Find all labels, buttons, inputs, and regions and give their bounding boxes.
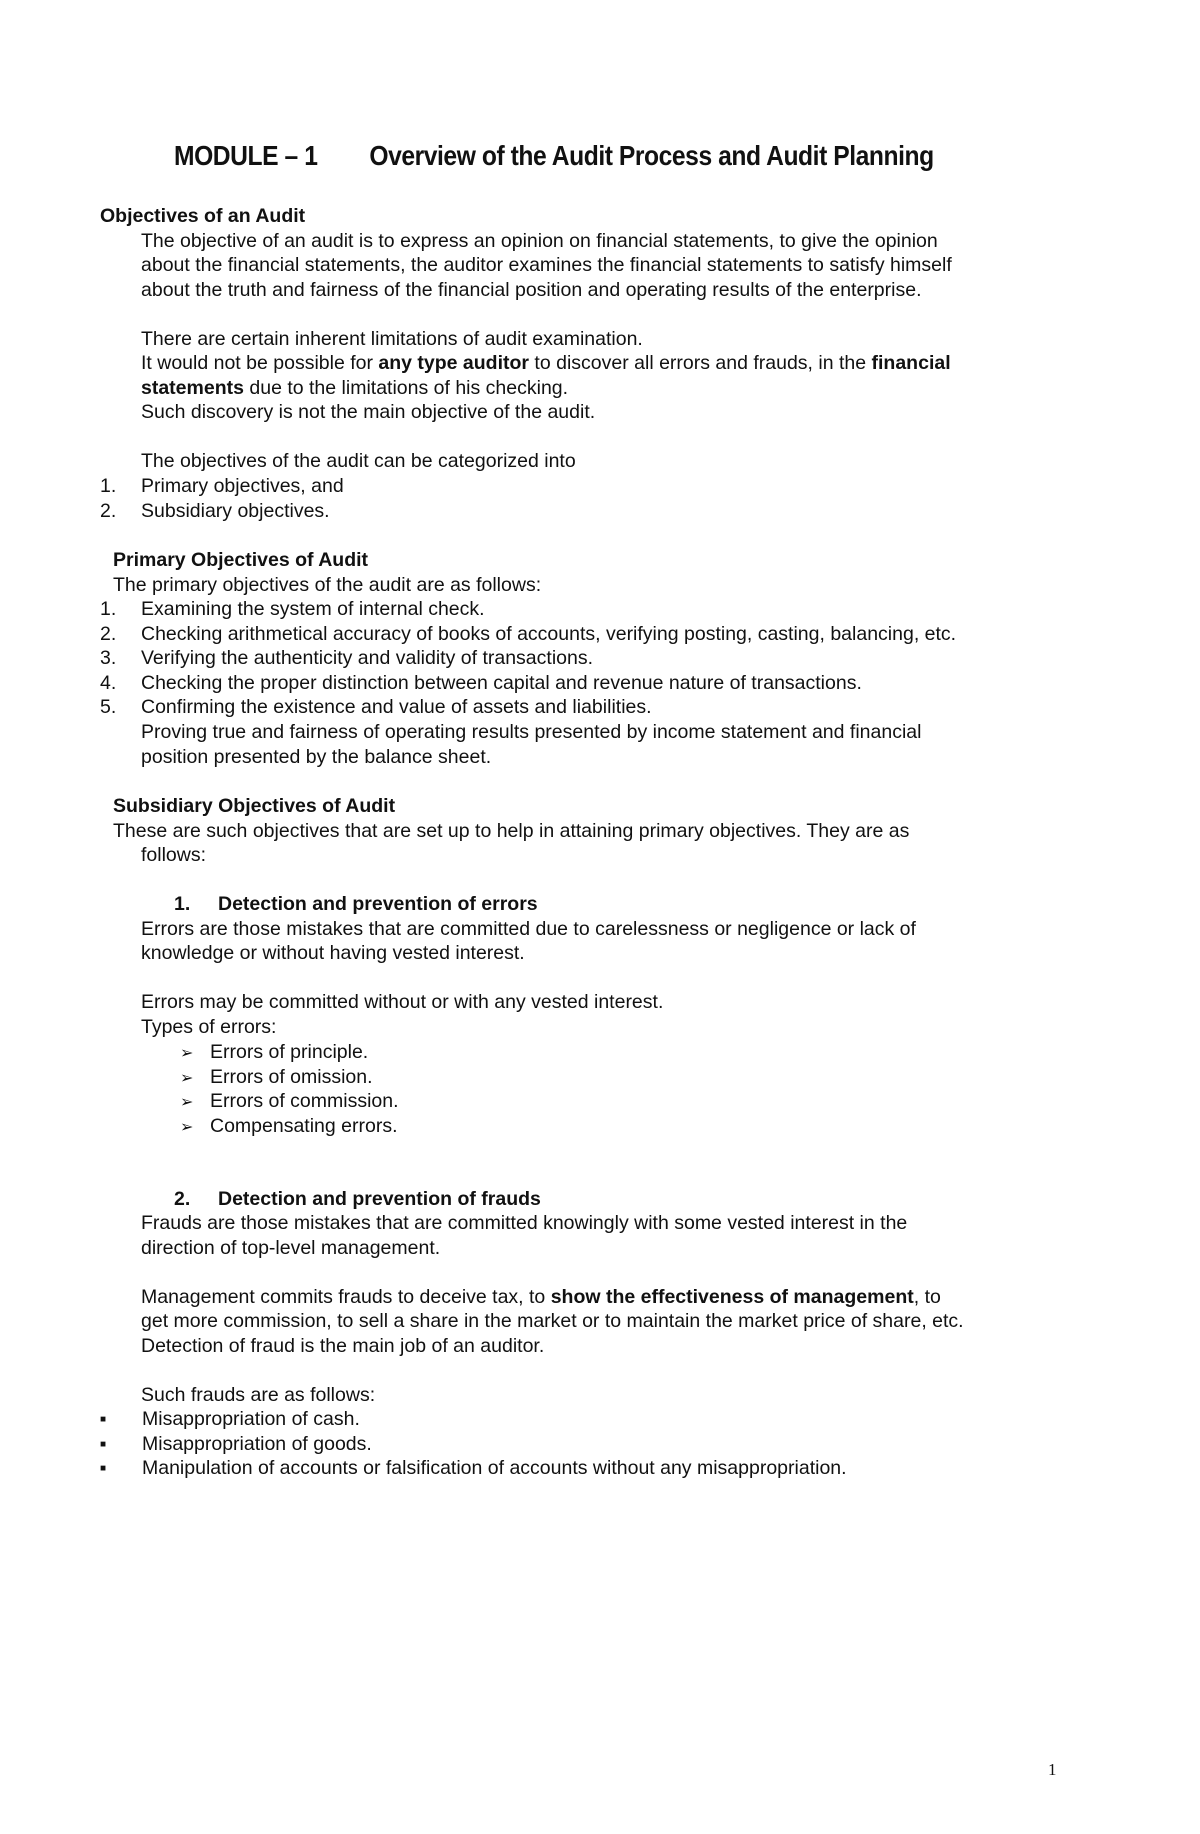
frauds-para2-line3: Detection of fraud is the main job of an auditor. — [141, 1335, 545, 1357]
primary-extra-line1: Proving true and fairness of operating results presented by income statement and financial — [141, 721, 922, 743]
list-item — [100, 499, 344, 524]
primary-extra-line2: position presented by the balance sheet. — [141, 746, 492, 768]
categories-list — [100, 474, 344, 523]
item-number: 1. — [100, 475, 117, 497]
item-text: Compensating errors. — [210, 1114, 398, 1137]
frauds-heading — [174, 1187, 541, 1212]
list-item — [100, 474, 344, 499]
arrow-bullet-icon: ➢ — [180, 1069, 194, 1087]
section-title: Detection and prevention of errors — [218, 893, 538, 915]
bold-run: financial — [871, 352, 951, 374]
arrow-bullet-icon: ➢ — [180, 1118, 194, 1136]
subsidiary-intro-line2: follows: — [141, 844, 207, 866]
list-item — [100, 1432, 847, 1457]
page-title — [174, 140, 934, 172]
list-item — [100, 671, 956, 696]
frauds-para1-line2: direction of top-level management. — [141, 1237, 441, 1259]
item-number: 2. — [100, 622, 117, 645]
bold-run: show the effectiveness of management — [550, 1286, 914, 1308]
limitations-line1: There are certain inherent limitations of audit examination. — [141, 328, 643, 350]
item-number: 2. — [100, 499, 117, 522]
frauds-para1-line1: Frauds are those mistakes that are committed knowingly with some vested interest in the — [141, 1212, 908, 1234]
arrow-bullet-icon: ➢ — [180, 1094, 194, 1112]
frauds-list — [100, 1407, 847, 1481]
item-text: Misappropriation of goods. — [142, 1432, 372, 1455]
bold-run: statements — [141, 377, 244, 399]
list-item — [180, 1114, 399, 1139]
section-title: Detection and prevention of frauds — [218, 1188, 541, 1210]
list-item — [100, 646, 956, 671]
frauds-para2-line1 — [141, 1285, 941, 1310]
categories-intro: The objectives of the audit can be categorized into — [141, 450, 576, 472]
item-text: Errors of principle. — [210, 1041, 369, 1063]
primary-heading: Primary Objectives of Audit — [113, 549, 369, 571]
square-bullet-icon: ■ — [100, 1438, 107, 1450]
item-number: 3. — [100, 647, 117, 670]
frauds-list-intro: Such frauds are as follows: — [141, 1384, 376, 1406]
item-text: Confirming the existence and value of assets and liabilities. — [141, 696, 652, 719]
subsidiary-heading: Subsidiary Objectives of Audit — [113, 795, 396, 817]
item-number: 1. — [100, 598, 117, 620]
text-run: It would not be possible for — [141, 352, 379, 374]
text-run: to discover all errors and frauds, in the — [529, 352, 872, 374]
limitations-line3 — [141, 376, 568, 401]
primary-intro: The primary objectives of the audit are as follows: — [113, 574, 542, 596]
list-item — [100, 1407, 847, 1432]
list-item — [180, 1040, 399, 1065]
errors-heading — [174, 892, 538, 917]
item-text: Checking the proper distinction between capital and revenue nature of transactions. — [141, 671, 862, 694]
errors-para1-line2: knowledge or without having vested interest. — [141, 942, 525, 964]
square-bullet-icon: ■ — [100, 1463, 107, 1475]
text-run: due to the limitations of his checking. — [243, 377, 569, 399]
limitations-line4: Such discovery is not the main objective of the audit. — [141, 401, 596, 423]
item-text: Checking arithmetical accuracy of books of accounts, verifying posting, casting, balancing, etc. — [141, 622, 957, 645]
subsidiary-intro-line1: These are such objectives that are set up to help in attaining primary objectives. They are as — [113, 820, 910, 842]
module-title: Overview of the Audit Process and Audit Planning — [369, 140, 934, 171]
item-text: Subsidiary objectives. — [141, 499, 330, 522]
list-item — [100, 597, 956, 622]
text-run: Management commits frauds to deceive tax, to — [141, 1286, 551, 1308]
primary-list — [100, 597, 956, 720]
list-item — [100, 622, 956, 647]
objectives-para1-line2: about the financial statements, the auditor examines the financial statements to satisfy himself — [141, 254, 952, 276]
errors-para1-line1: Errors are those mistakes that are committed due to carelessness or negligence or lack of — [141, 918, 916, 940]
item-text: Primary objectives, and — [141, 475, 344, 497]
objectives-para1-line3: about the truth and fairness of the financial position and operating results of the enterprise. — [141, 279, 922, 301]
list-item — [180, 1089, 399, 1114]
error-types-list — [180, 1040, 399, 1138]
objectives-heading: Objectives of an Audit — [100, 205, 306, 227]
item-text: Manipulation of accounts or falsification of accounts without any misappropriation. — [142, 1457, 847, 1480]
errors-para2: Errors may be committed without or with any vested interest. — [141, 991, 664, 1013]
item-number: 4. — [100, 671, 117, 694]
section-number: 2. — [174, 1188, 191, 1210]
module-number: MODULE – 1 — [174, 140, 318, 171]
arrow-bullet-icon: ➢ — [180, 1045, 194, 1062]
list-item — [180, 1065, 399, 1090]
section-number: 1. — [174, 893, 191, 915]
item-text: Misappropriation of cash. — [142, 1408, 360, 1430]
frauds-para2-line2: get more commission, to sell a share in the market or to maintain the market price of share, etc. — [141, 1310, 964, 1332]
square-bullet-icon: ■ — [100, 1414, 107, 1425]
limitations-line2 — [141, 351, 951, 376]
objectives-para1-line1: The objective of an audit is to express an opinion on financial statements, to give the opinion — [141, 230, 938, 252]
list-item — [100, 695, 956, 720]
list-item — [100, 1456, 847, 1481]
bold-run: any type auditor — [378, 352, 530, 374]
item-text: Verifying the authenticity and validity of transactions. — [141, 647, 594, 670]
text-run: , to — [913, 1286, 941, 1308]
item-text: Errors of commission. — [210, 1090, 399, 1113]
item-text: Errors of omission. — [210, 1065, 373, 1088]
page-number: 1 — [1048, 1760, 1057, 1779]
item-number: 5. — [100, 696, 117, 719]
errors-types-label: Types of errors: — [141, 1016, 277, 1038]
item-text: Examining the system of internal check. — [141, 598, 485, 620]
